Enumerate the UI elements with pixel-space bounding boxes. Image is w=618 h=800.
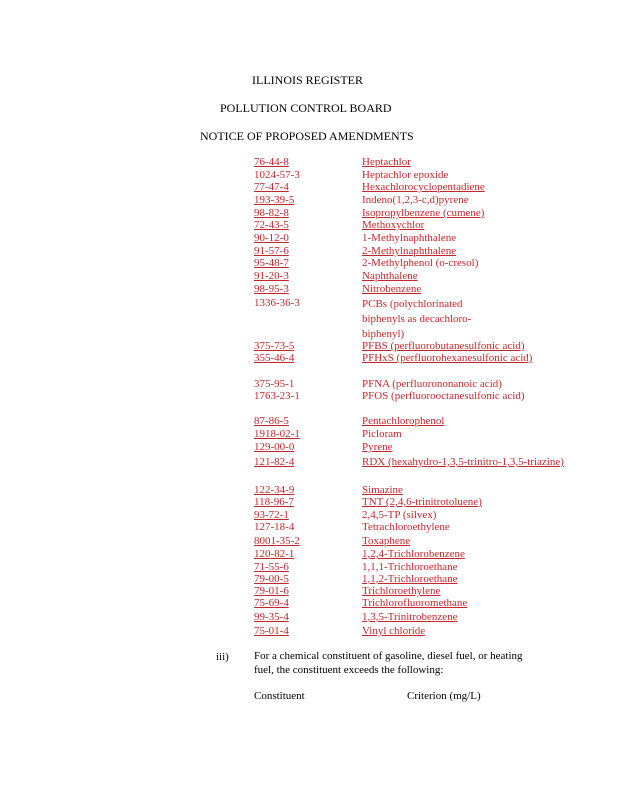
cas-number: 127-18-4 — [254, 521, 295, 533]
cas-number: 121-82-4 — [254, 456, 295, 468]
cas-number: 1024-57-3 — [254, 169, 300, 181]
constituent-name: Vinyl chloride — [362, 625, 426, 637]
cas-number: 1918-02-1 — [254, 428, 300, 440]
constituent-name: Simazine — [362, 484, 403, 496]
constituent-name: 1,2,4-Trichlorobenzene — [362, 548, 465, 560]
constituent-name: 2-Methylphenol (o-cresol) — [362, 257, 479, 269]
constituent-name: Trichloroethylene — [362, 585, 441, 597]
constituent-name: Trichlorofluoromethane — [362, 597, 468, 609]
constituent-name: Toxaphene — [362, 535, 411, 547]
section-numeral: iii) — [216, 651, 229, 663]
constituent-name: Methoxychlor — [362, 219, 425, 231]
constituent-name: 1,1,1-Trichloroethane — [362, 561, 458, 573]
cas-number: 129-00-0 — [254, 441, 295, 453]
cas-number: 75-01-4 — [254, 625, 289, 637]
cas-number: 95-48-7 — [254, 257, 289, 269]
cas-number: 1336-36-3 — [254, 297, 300, 309]
cas-number: 193-39-5 — [254, 194, 295, 206]
register-title: ILLINOIS REGISTER — [252, 73, 363, 87]
constituent-name: PFOS (perfluorooctanesulfonic acid) — [362, 390, 525, 402]
cas-number: 79-00-5 — [254, 573, 289, 585]
cas-number: 8001-35-2 — [254, 535, 300, 547]
constituent-name: Pentachlorophenol — [362, 415, 445, 427]
cas-number: 71-55-6 — [254, 561, 289, 573]
constituent-name: 1,1,2-Trichloroethane — [362, 573, 458, 585]
cas-number: 93-72-1 — [254, 509, 289, 521]
cas-number: 76-44-8 — [254, 156, 289, 168]
constituent-name: Nitrobenzene — [362, 283, 422, 295]
cas-number: 98-82-8 — [254, 207, 289, 219]
cas-number: 355-46-4 — [254, 352, 295, 364]
cas-number: 79-01-6 — [254, 585, 289, 597]
constituent-name: Naphthalene — [362, 270, 418, 282]
constituent-name: RDX (hexahydro-1,3,5-trinitro-1,3,5-triazine) — [362, 456, 564, 468]
cas-number: 77-47-4 — [254, 181, 289, 193]
cas-number: 118-96-7 — [254, 496, 294, 508]
constituent-name: Picloram — [362, 428, 402, 440]
cas-number: 99-35-4 — [254, 611, 289, 623]
constituent-name: Heptachlor epoxide — [362, 169, 449, 181]
constituent-name: PFNA (perfluorononanoic acid) — [362, 378, 502, 390]
constituent-name: 2,4,5-TP (silvex) — [362, 509, 437, 521]
cas-number: 90-12-0 — [254, 232, 289, 244]
constituent-name: 1,3,5-Trinitrobenzene — [362, 611, 458, 623]
constituent-name: 2-Methylnaphthalene — [362, 245, 457, 257]
constituent-name: Pyrene — [362, 441, 393, 453]
cas-number: 1763-23-1 — [254, 390, 300, 402]
constituent-name: Isopropylbenzene (cumene) — [362, 207, 485, 219]
notice-title: NOTICE OF PROPOSED AMENDMENTS — [200, 129, 414, 143]
board-title: POLLUTION CONTROL BOARD — [220, 101, 392, 115]
header-constituent: Constituent — [254, 690, 305, 702]
section-paragraph: For a chemical constituent of gasoline, diesel fuel, or heating fuel, the constituent exceeds the following: — [254, 650, 523, 676]
constituent-name: Hexachlorocyclopentadiene — [362, 181, 485, 193]
constituent-name: Heptachlor — [362, 156, 411, 168]
constituent-name: TNT (2,4,6-trinitrotoluene) — [362, 496, 482, 508]
constituent-name: PFHxS (perfluorohexanesulfonic acid) — [362, 352, 533, 364]
constituent-name: PCBs (polychlorinated biphenyls as decachloro-biphenyl) — [362, 298, 472, 340]
constituent-name: Tetrachloroethylene — [362, 521, 450, 533]
cas-number: 122-34-9 — [254, 484, 295, 496]
constituent-name: PFBS (perfluorobutanesulfonic acid) — [362, 340, 525, 352]
constituent-name: 1-Methylnaphthalene — [362, 232, 457, 244]
cas-number: 375-73-5 — [254, 340, 295, 352]
cas-number: 375-95-1 — [254, 378, 295, 390]
header-criterion: Criterion (mg/L) — [407, 690, 481, 702]
cas-number: 91-20-3 — [254, 270, 289, 282]
cas-number: 72-43-5 — [254, 219, 289, 231]
cas-number: 120-82-1 — [254, 548, 295, 560]
constituent-name: Indeno(1,2,3-c,d)pyrene — [362, 194, 469, 206]
cas-number: 91-57-6 — [254, 245, 289, 257]
cas-number: 87-86-5 — [254, 415, 289, 427]
cas-number: 98-95-3 — [254, 283, 289, 295]
cas-number: 75-69-4 — [254, 597, 289, 609]
